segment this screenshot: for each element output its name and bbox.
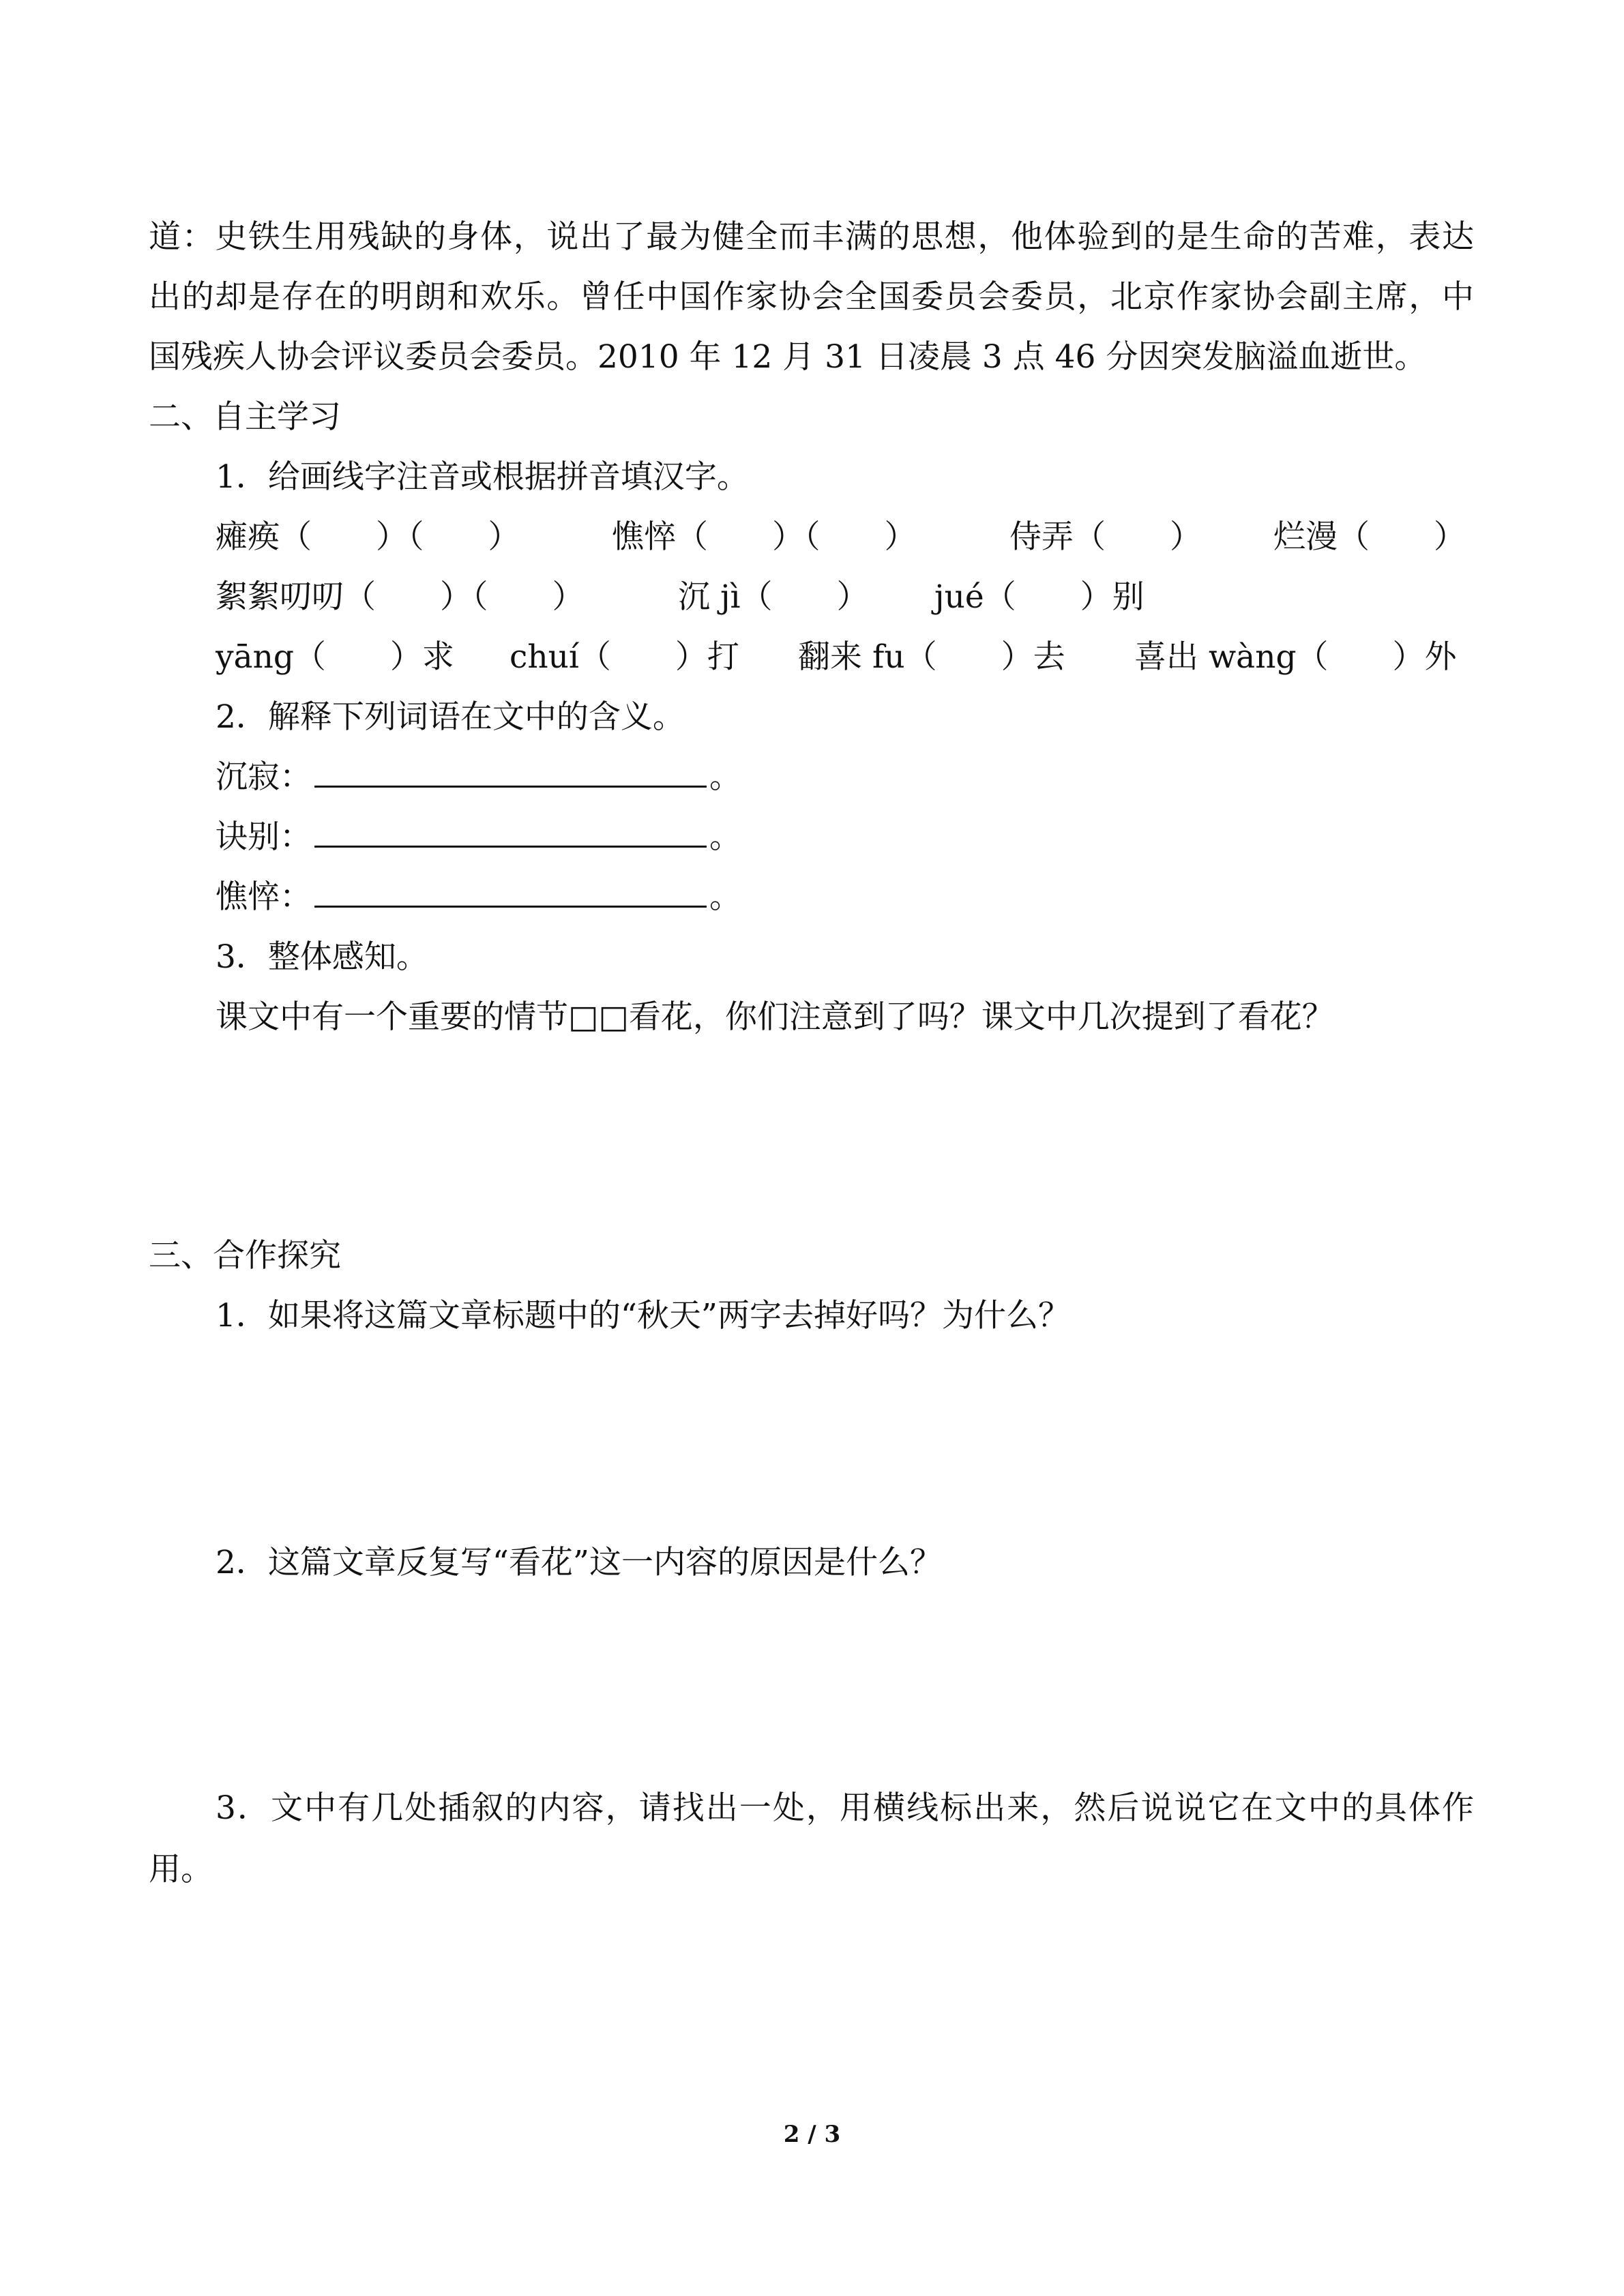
section-2-question-3: 3．整体感知。: [216, 938, 428, 976]
pinyin-item: yāng（ ）求: [216, 638, 454, 676]
term-definition-row: [216, 757, 741, 798]
intro-line-3: 国残疾人协会评议委员会委员。2010 年 12 月 31 日凌晨 3 点 46 分因突发脑溢血逝世。: [149, 338, 1427, 376]
section-2-question-3-text: 课文中有一个重要的情节□□看花，你们注意到了吗？课文中几次提到了看花？: [216, 998, 1334, 1036]
pinyin-item: 侍弄（ ）: [1009, 518, 1202, 556]
term-end: 。: [709, 758, 741, 796]
pinyin-item: 沉 jì（ ）: [678, 578, 869, 616]
term-label: 诀别：: [216, 818, 312, 856]
answer-blank[interactable]: [314, 820, 707, 848]
term-end: 。: [709, 818, 741, 856]
intro-line-1: 道：史铁生用残缺的身体，说出了最为健全而丰满的思想，他体验到的是生命的苦难，表达: [149, 218, 1474, 256]
section-2-heading: 二、自主学习: [149, 398, 341, 436]
pinyin-item: 烂漫（ ）: [1273, 518, 1466, 556]
section-3-question-1: 1．如果将这篇文章标题中的“秋天”两字去掉好吗？为什么？: [216, 1297, 1070, 1335]
answer-blank[interactable]: [314, 760, 707, 788]
pinyin-item: chuí（ ）打: [510, 638, 739, 676]
term-label: 憔悴：: [216, 878, 312, 916]
section-3-question-3-line-1: 3．文中有几处插叙的内容，请找出一处，用横线标出来，然后说说它在文中的具体作: [216, 1789, 1474, 1827]
section-3-heading: 三、合作探究: [149, 1237, 341, 1274]
page-number: 2 / 3: [783, 2121, 841, 2148]
pinyin-item: 絮絮叨叨（ ）（ ）: [216, 578, 585, 616]
term-definition-row: [216, 877, 741, 918]
section-3-question-3-line-2: 用。: [149, 1851, 213, 1888]
section-2-question-2: 2．解释下列词语在文中的含义。: [216, 698, 685, 736]
section-2-question-1: 1．给画线字注音或根据拼音填汉字。: [216, 458, 749, 496]
term-end: 。: [709, 878, 741, 916]
pinyin-item: 喜出 wàng（ ）外: [1134, 638, 1457, 676]
pinyin-item: 瘫痪（ ）（ ）: [216, 518, 520, 556]
answer-blank[interactable]: [314, 880, 707, 908]
term-label: 沉寂：: [216, 758, 312, 796]
term-definition-row: [216, 817, 741, 858]
intro-line-2: 出的却是存在的明朗和欢乐。曾任中国作家协会全国委员会委员，北京作家协会副主席，中: [149, 278, 1474, 316]
section-3-question-2: 2．这篇文章反复写“看花”这一内容的原因是什么？: [216, 1544, 942, 1581]
pinyin-item: 翻来 fu（ ）去: [798, 638, 1065, 676]
pinyin-item: 憔悴（ ）（ ）: [612, 518, 917, 556]
pinyin-item: jué（ ）别: [934, 578, 1145, 616]
